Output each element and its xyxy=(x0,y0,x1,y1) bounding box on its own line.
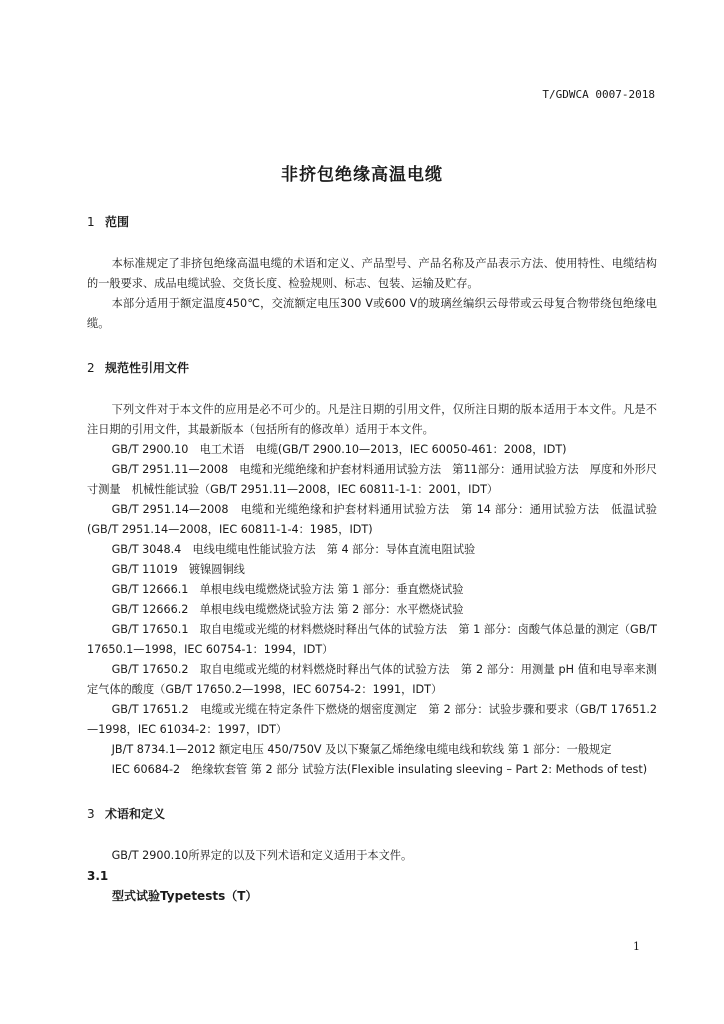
standard-code: T/GDWCA 0007-2018 xyxy=(542,88,655,101)
section-3-heading xyxy=(87,804,657,824)
term-number: 3.1 xyxy=(87,869,109,883)
reference-item: GB/T 3048.4 电线电缆电性能试验方法 第 4 部分：导体直流电阻试验 xyxy=(111,543,476,556)
scope-paragraph: 本标准规定了非挤包绝缘高温电缆的术语和定义、产品型号、产品名称及产品表示方法、使用特性、电缆结构的一般要求、成品电缆试验、交货长度、检验规则、标志、包装、运输及贮存。 xyxy=(87,257,657,290)
reference-item: GB/T 17650.1 取自电缆或光缆的材料燃烧时释出气体的试验方法 第 1 部分：卤酸气体总量的测定（GB/T 17650.1—1998，IEC 60754-1：1994，IDT） xyxy=(87,623,657,656)
reference-item: GB/T 12666.1 单根电线电缆燃烧试验方法 第 1 部分：垂直燃烧试验 xyxy=(111,583,464,596)
section-title: 术语和定义 xyxy=(105,807,166,821)
reference-item: GB/T 17651.2 电缆或光缆在特定条件下燃烧的烟密度测定 第 2 部分：试验步骤和要求（GB/T 17651.2—1998，IEC 61034-2：1997，IDT） xyxy=(87,703,657,736)
section-number: 2 xyxy=(87,361,95,375)
section-number: 1 xyxy=(87,215,95,229)
section-1-heading xyxy=(87,212,657,232)
document-body xyxy=(87,212,657,906)
section-number: 3 xyxy=(87,807,95,821)
section-2-heading xyxy=(87,358,657,378)
terms-intro-paragraph: GB/T 2900.10所界定的以及下列术语和定义适用于本文件。 xyxy=(111,849,413,862)
reference-item: GB/T 2900.10 电工术语 电缆(GB/T 2900.10—2013，IEC 60050-461：2008，IDT) xyxy=(111,443,567,456)
scope-paragraph: 本部分适用于额定温度450℃，交流额定电压300 V或600 V的玻璃丝编织云母带或云母复合物带绕包绝缘电缆。 xyxy=(87,297,657,330)
section-title: 规范性引用文件 xyxy=(105,361,190,375)
reference-item: GB/T 11019 镀镍圆铜线 xyxy=(111,563,245,576)
reference-item: IEC 60684-2 绝缘软套管 第 2 部分 试验方法(Flexible insulating sleeving – Part 2: Methods of test) xyxy=(111,763,648,776)
reference-item: GB/T 12666.2 单根电线电缆燃烧试验方法 第 2 部分：水平燃烧试验 xyxy=(111,603,464,616)
page-number: 1 xyxy=(633,940,640,953)
reference-item: GB/T 17650.2 取自电缆或光缆的材料燃烧时释出气体的试验方法 第 2 部分：用测量 pH 值和电导率来测定气体的酸度（GB/T 17650.2—1998，IEC 60754-2：1991，IDT） xyxy=(87,663,657,696)
term-name: 型式试验Typetests（T） xyxy=(112,889,258,903)
reference-item: GB/T 2951.11—2008 电缆和光缆绝缘和护套材料通用试验方法 第11部分：通用试验方法 厚度和外形尺寸测量 机械性能试验（GB/T 2951.11—2008，IEC 60811-1-1：2001，IDT） xyxy=(87,463,657,496)
reference-intro-paragraph: 下列文件对于本文件的应用是必不可少的。凡是注日期的引用文件，仅所注日期的版本适用于本文件。凡是不注日期的引用文件，其最新版本（包括所有的修改单）适用于本文件。 xyxy=(87,403,657,436)
section-title: 范围 xyxy=(105,215,130,229)
reference-item: JB/T 8734.1—2012 额定电压 450/750V 及以下聚氯乙烯绝缘电缆电线和软线 第 1 部分：一般规定 xyxy=(111,743,612,756)
reference-item: GB/T 2951.14—2008 电缆和光缆绝缘和护套材料通用试验方法 第 14 部分：通用试验方法 低温试验(GB/T 2951.14—2008，IEC 60811-1-4：1985，IDT) xyxy=(87,503,657,536)
document-title: 非挤包绝缘高温电缆 xyxy=(281,165,443,185)
